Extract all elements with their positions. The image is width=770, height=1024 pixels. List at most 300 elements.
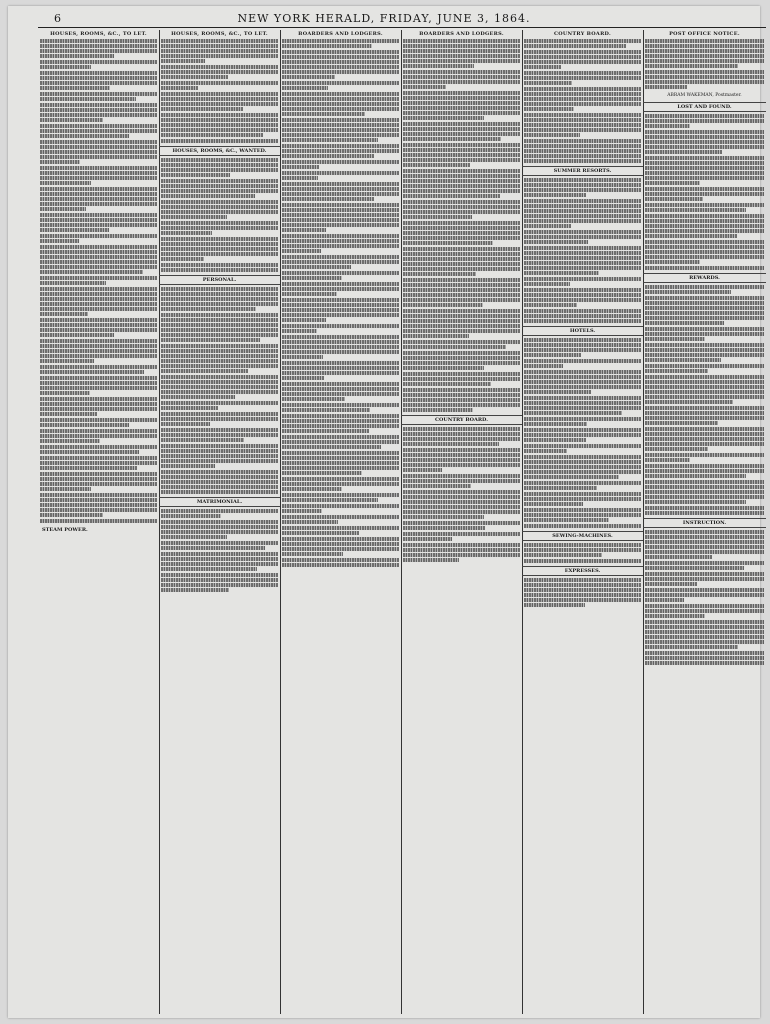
text-line: [40, 207, 86, 211]
text-line: [40, 344, 157, 348]
text-line: [282, 92, 399, 96]
text-line: [282, 542, 399, 546]
text-line: [403, 553, 520, 557]
ad-block: [524, 277, 641, 286]
text-line: [645, 260, 700, 264]
text-line: [524, 204, 641, 208]
text-line: [524, 598, 641, 602]
text-line: [524, 282, 570, 286]
column-text: [522, 39, 643, 163]
text-line: [645, 437, 764, 441]
text-line: [40, 445, 157, 449]
text-line: [524, 492, 641, 496]
text-line: [40, 349, 157, 353]
text-line: [161, 385, 278, 389]
text-line: [524, 298, 641, 302]
text-line: [524, 60, 641, 64]
section-heading: REWARDS.: [643, 273, 766, 283]
ad-block: [524, 444, 641, 453]
text-line: [282, 509, 322, 513]
text-line: [403, 184, 520, 188]
text-line: [282, 197, 374, 201]
ad-block: [282, 504, 399, 513]
text-line: [645, 240, 764, 244]
ad-block: [403, 70, 520, 89]
text-line: [645, 495, 764, 499]
text-line: [645, 598, 684, 602]
text-line: [524, 455, 641, 459]
text-line: [40, 260, 157, 264]
text-line: [282, 154, 374, 158]
ad-block: [282, 234, 399, 253]
column-1: [38, 30, 160, 1014]
column-text: [522, 178, 643, 323]
text-line: [524, 559, 641, 563]
text-line: [161, 509, 278, 513]
text-line: [403, 293, 520, 297]
text-line: [645, 39, 764, 43]
text-line: [282, 260, 399, 264]
text-line: [403, 463, 520, 467]
text-line: [524, 288, 641, 292]
text-line: [645, 187, 764, 191]
text-line: [161, 390, 278, 394]
text-line: [40, 166, 157, 170]
text-line: [282, 456, 399, 460]
text-line: [161, 364, 278, 368]
text-line: [645, 469, 764, 473]
text-line: [645, 582, 697, 586]
text-line: [161, 525, 278, 529]
text-line: [161, 338, 260, 342]
text-line: [645, 59, 764, 63]
text-line: [282, 397, 345, 401]
text-line: [645, 550, 764, 554]
ad-block: [403, 340, 520, 349]
text-line: [40, 386, 157, 390]
ad-block: [524, 230, 641, 244]
ad-block: [524, 492, 641, 506]
text-line: [161, 92, 278, 96]
text-line: [161, 139, 278, 143]
text-line: [161, 406, 218, 410]
ad-block: [282, 477, 399, 491]
text-line: [403, 515, 484, 519]
text-line: [161, 412, 278, 416]
text-line: [524, 92, 641, 96]
ad-block: [282, 255, 399, 269]
text-line: [40, 213, 157, 217]
text-line: [524, 428, 641, 432]
text-line: [40, 318, 157, 322]
text-line: [645, 214, 764, 218]
ad-block: [282, 144, 399, 158]
text-line: [40, 245, 157, 249]
text-line: [524, 107, 574, 111]
text-line: [161, 65, 278, 69]
text-line: [645, 75, 764, 79]
text-line: [282, 182, 399, 186]
text-line: [40, 176, 157, 180]
text-line: [282, 282, 399, 286]
text-line: [645, 506, 764, 510]
text-line: [645, 375, 764, 379]
text-line: [645, 197, 703, 201]
inline-heading: STEAM POWER.: [42, 527, 88, 533]
text-line: [282, 276, 342, 280]
text-line: [161, 189, 278, 193]
text-line: [40, 155, 157, 159]
text-line: [645, 358, 721, 362]
ad-block: [161, 541, 278, 550]
text-line: [645, 203, 764, 207]
text-line: [403, 403, 520, 407]
text-line: [282, 144, 399, 148]
column-area: [38, 30, 766, 1014]
ad-block: [40, 365, 157, 374]
text-line: [40, 192, 157, 196]
text-line: [403, 75, 520, 79]
text-line: [403, 257, 520, 261]
text-line: [282, 366, 399, 370]
text-line: [40, 312, 88, 316]
text-line: [403, 70, 520, 74]
text-line: [645, 447, 708, 451]
text-line: [161, 39, 278, 43]
text-line: [403, 309, 520, 313]
text-line: [40, 297, 157, 301]
text-line: [40, 359, 94, 363]
text-line: [524, 375, 641, 379]
text-line: [403, 537, 452, 541]
ad-block: [403, 122, 520, 141]
text-line: [40, 255, 157, 259]
text-line: [282, 70, 399, 74]
text-line: [161, 380, 278, 384]
column-text: [643, 530, 766, 665]
ad-block: [161, 344, 278, 373]
column-heading: HOUSES, ROOMS, &C., TO LET.: [171, 31, 268, 37]
ad-block: [161, 287, 278, 311]
text-line: [161, 454, 278, 458]
ad-block: [161, 552, 278, 571]
ad-block: [645, 39, 764, 68]
text-line: [40, 239, 79, 243]
text-line: [40, 513, 103, 517]
text-line: [40, 202, 157, 206]
text-line: [403, 288, 520, 292]
ad-block: [40, 397, 157, 416]
text-line: [161, 369, 248, 373]
text-line: [282, 223, 399, 227]
text-line: [161, 401, 278, 405]
ad-block: [524, 455, 641, 479]
ad-block: [524, 578, 641, 607]
ad-block: [282, 182, 399, 201]
text-line: [645, 337, 705, 341]
text-line: [403, 366, 484, 370]
text-line: [403, 398, 520, 402]
text-line: [40, 54, 114, 58]
text-line: [524, 266, 641, 270]
text-line: [282, 287, 399, 291]
ad-block: [524, 508, 641, 522]
text-line: [645, 609, 764, 613]
column-3: [280, 30, 402, 1014]
text-line: [524, 133, 580, 137]
text-line: [40, 134, 129, 138]
text-line: [282, 419, 399, 423]
text-line: [282, 271, 399, 275]
text-line: [645, 416, 764, 420]
text-line: [403, 393, 520, 397]
ad-block: [40, 234, 157, 243]
ad-block: [282, 515, 399, 524]
column-text: [643, 285, 766, 515]
text-line: [645, 285, 764, 289]
ad-block: [40, 276, 157, 285]
text-line: [524, 76, 641, 80]
text-line: [282, 213, 399, 217]
text-line: [161, 297, 278, 301]
text-line: [40, 487, 91, 491]
text-line: [645, 176, 764, 180]
text-line: [40, 145, 157, 149]
text-line: [645, 656, 764, 660]
text-line: [524, 144, 641, 148]
page-number: 6: [54, 12, 61, 25]
text-line: [161, 113, 278, 117]
text-line: [524, 583, 641, 587]
column-text: [38, 39, 159, 523]
ad-block: [645, 406, 764, 425]
text-line: [282, 424, 399, 428]
text-line: [524, 470, 641, 474]
text-line: [282, 482, 399, 486]
ad-block: [282, 537, 399, 556]
text-line: [161, 578, 278, 582]
text-line: [403, 458, 520, 462]
text-line: [403, 298, 520, 302]
text-line: [645, 593, 764, 597]
ad-block: [645, 156, 764, 185]
text-line: [161, 257, 204, 261]
text-line: [40, 412, 97, 416]
text-line: [282, 123, 399, 127]
text-line: [161, 395, 235, 399]
text-line: [524, 603, 585, 607]
text-line: [282, 292, 337, 296]
text-line: [40, 39, 157, 43]
text-line: [524, 251, 641, 255]
text-line: [282, 192, 399, 196]
text-line: [645, 490, 764, 494]
ad-block: [161, 444, 278, 468]
text-line: [161, 485, 278, 489]
text-line: [40, 292, 157, 296]
text-line: [40, 503, 157, 507]
text-line: [403, 132, 520, 136]
text-line: [524, 97, 641, 101]
ad-block: [645, 285, 764, 294]
text-line: [403, 442, 499, 446]
ad-block: [524, 288, 641, 307]
text-line: [282, 392, 399, 396]
text-line: [161, 546, 265, 550]
text-line: [645, 421, 718, 425]
ad-block: [403, 543, 520, 562]
text-line: [645, 192, 764, 196]
ad-block: [161, 428, 278, 442]
text-line: [161, 444, 278, 448]
text-line: [282, 255, 399, 259]
text-line: [524, 271, 599, 275]
text-line: [645, 114, 764, 118]
ad-block: [524, 481, 641, 490]
text-line: [524, 246, 641, 250]
ad-block: [645, 240, 764, 264]
text-line: [524, 460, 641, 464]
text-line: [524, 87, 641, 91]
text-line: [524, 240, 588, 244]
text-line: [40, 423, 129, 427]
text-line: [282, 65, 399, 69]
ad-block: [403, 427, 520, 446]
text-line: [645, 219, 764, 223]
text-line: [161, 490, 278, 494]
ad-block: [403, 39, 520, 68]
ad-block: [403, 278, 520, 307]
text-line: [403, 500, 520, 504]
text-line: [403, 247, 520, 251]
text-line: [403, 96, 520, 100]
text-line: [161, 215, 227, 219]
text-line: [282, 298, 399, 302]
text-line: [403, 448, 520, 452]
text-line: [524, 50, 641, 54]
column-heading: BOARDERS AND LODGERS.: [419, 31, 504, 37]
text-line: [161, 417, 278, 421]
text-line: [645, 224, 764, 228]
text-line: [645, 385, 764, 389]
postmaster-signature: ABRAM WAKEMAN, Postmaster.: [667, 93, 742, 98]
ad-block: [161, 412, 278, 426]
text-line: [524, 548, 641, 552]
text-line: [524, 449, 567, 453]
text-line: [282, 355, 323, 359]
ad-block: [645, 561, 764, 570]
ad-block: [524, 87, 641, 111]
text-line: [403, 153, 520, 157]
text-line: [645, 572, 764, 576]
text-line: [645, 135, 764, 139]
section-heading: PERSONAL.: [159, 275, 280, 285]
text-line: [282, 403, 399, 407]
text-line: [282, 414, 399, 418]
text-line: [524, 518, 609, 522]
ad-block: [282, 493, 399, 502]
text-line: [524, 513, 641, 517]
column-text: [522, 543, 643, 563]
ad-block: [645, 296, 764, 325]
text-line: [161, 459, 278, 463]
text-line: [282, 171, 399, 175]
column-text: [159, 158, 280, 272]
text-line: [645, 432, 764, 436]
text-line: [282, 445, 381, 449]
text-line: [282, 435, 399, 439]
text-line: [524, 385, 641, 389]
ad-block: [645, 70, 764, 89]
text-line: [403, 91, 520, 95]
text-line: [645, 645, 738, 649]
text-line: [282, 81, 399, 85]
text-line: [403, 532, 520, 536]
text-line: [645, 555, 712, 559]
text-line: [161, 81, 278, 85]
text-line: [282, 558, 399, 562]
text-line: [403, 236, 520, 240]
ad-block: [40, 103, 157, 122]
text-line: [40, 456, 157, 460]
text-line: [645, 49, 764, 53]
text-line: [403, 329, 520, 333]
ad-block: [282, 414, 399, 433]
text-line: [282, 520, 338, 524]
ad-block: [282, 526, 399, 535]
text-line: [403, 468, 442, 472]
ad-block: [403, 351, 520, 370]
text-line: [524, 139, 641, 143]
text-line: [403, 85, 446, 89]
text-line: [40, 181, 91, 185]
text-line: [403, 241, 493, 245]
text-line: [40, 65, 91, 69]
text-line: [40, 103, 157, 107]
text-line: [524, 578, 641, 582]
text-line: [403, 143, 520, 147]
text-line: [645, 464, 764, 468]
section-heading: EXPRESSES.: [522, 566, 643, 576]
text-line: [40, 86, 110, 90]
text-line: [645, 181, 700, 185]
text-line: [403, 495, 520, 499]
text-line: [40, 197, 157, 201]
text-line: [282, 515, 399, 519]
ad-block: [524, 417, 641, 426]
text-line: [645, 343, 764, 347]
text-line: [645, 540, 764, 544]
text-line: [524, 338, 641, 342]
text-line: [524, 149, 641, 153]
column-text: [401, 39, 522, 412]
text-line: [161, 54, 278, 58]
ad-block: [40, 287, 157, 316]
text-line: [524, 277, 641, 281]
ad-block: [161, 313, 278, 342]
text-line: [645, 511, 764, 515]
column-6: [643, 30, 766, 1014]
text-line: [645, 156, 764, 160]
text-line: [645, 630, 764, 634]
text-line: [282, 112, 365, 116]
text-line: [403, 408, 473, 412]
text-line: [161, 242, 278, 246]
ad-block: [645, 572, 764, 586]
ad-block: [645, 114, 764, 128]
text-line: [403, 54, 520, 58]
text-line: [524, 417, 641, 421]
